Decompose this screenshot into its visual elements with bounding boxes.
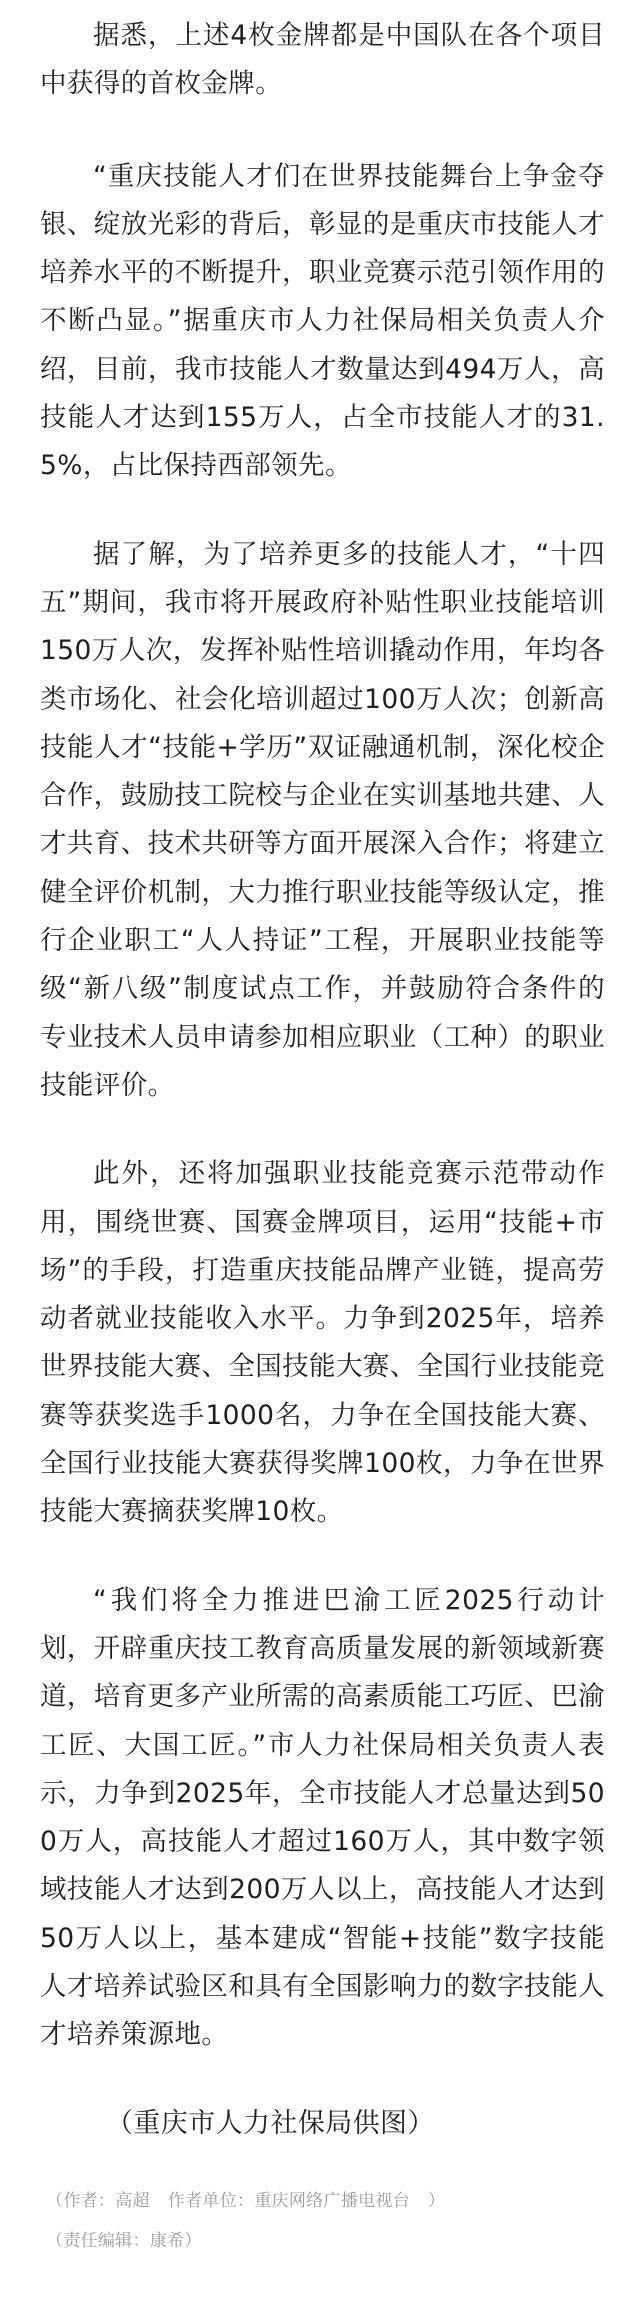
author-open-paren: （ — [46, 2190, 64, 2211]
editor-close-paren: ） — [184, 2230, 202, 2251]
article-paragraph-2: “重庆技能人才们在世界技能舞台上争金夺银、绽放光彩的背后，彰显的是重庆市技能人才培养水平的不断提升，职业竞赛示范引领作用的不断凸显。”据重庆市人力社保局相关负责人介绍，目前，我市技能人才数量达到494万人，高技能人才达到155万人，占全市技能人才的31.5%，占比保持西部领先。 — [40, 160, 605, 482]
editor-open-paren: （ — [46, 2230, 64, 2251]
editor-name: 康希 — [149, 2230, 185, 2251]
author-line — [46, 2186, 605, 2216]
article-paragraph-5: “我们将全力推进巴渝工匠2025行动计划，开辟重庆技工教育高质量发展的新领域新赛道，培育更多产业所需的高素质能工巧匠、巴渝工匠、大国工匠。”市人力社保局相关负责人表示，力争到2025年，全市技能人才总量达到500万人，高技能人才超过160万人，其中数字领域技能人才达到200万人以上，高技能人才达到50万人以上，基本建成“智能+技能”数字技能人才培养试验区和具有全国影响力的数字技能人才培养策源地。 — [40, 1584, 605, 2051]
editor-line — [46, 2226, 605, 2256]
article-body — [40, 12, 605, 2266]
photo-credit: （重庆市人力社保局供图） — [106, 2107, 435, 2139]
article-paragraph-4: 此外，还将加强职业技能竞赛示范带动作用，围绕世赛、国赛金牌项目，运用“技能+市场”的手段，打造重庆技能品牌产业链，提高劳动者就业技能收入水平。力争到2025年，培养世界技能大赛、全国技能大赛、全国行业技能竞赛等获奖选手1000名，力争在全国技能大赛、全国行业技能大赛获得奖牌100枚，力争在世界技能大赛摘获奖牌10枚。 — [40, 1158, 605, 1528]
editor-label: 责任编辑： — [63, 2230, 150, 2251]
author-label: 作者： — [63, 2190, 116, 2211]
article-paragraph-3: 据了解，为了培养更多的技能人才，“十四五”期间，我市将开展政府补贴性职业技能培训150万人次，发挥补贴性培训撬动作用，年均各类市场化、社会化培训超过100万人次；创新高技能人才“技能+学历”双证融通机制，深化校企合作，鼓励技工院校与企业在实训基地共建、人才共育、技术共研等方面开展深入合作；将建立健全评价机制，大力推行职业技能等级认定，推行企业职工“人人持证”工程，开展职业技能等级“新八级”制度试点工作，并鼓励符合条件的专业技术人员申请参加相应职业（工种）的职业技能评价。 — [40, 538, 605, 1101]
author-unit: 重庆网络广播电视台 — [254, 2190, 411, 2211]
author-name: 高超 — [115, 2190, 150, 2211]
author-close-paren: ） — [428, 2190, 446, 2211]
author-unit-label: 作者单位： — [167, 2190, 255, 2211]
article-paragraph-1: 据悉，上述4枚金牌都是中国队在各个项目中获得的首枚金牌。 — [40, 20, 605, 100]
